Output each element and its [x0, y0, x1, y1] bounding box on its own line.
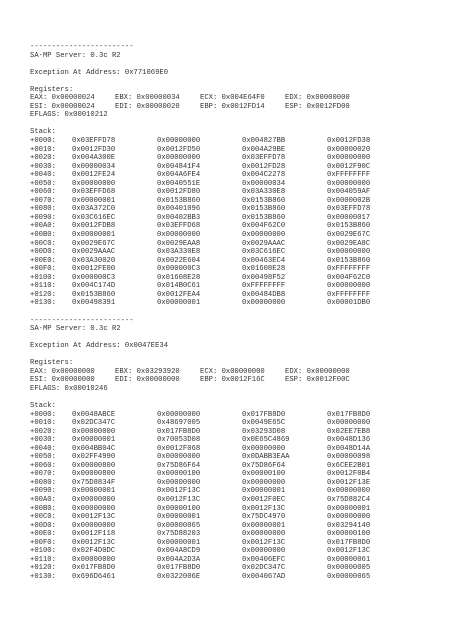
stack-value: 0x0322006E — [157, 572, 201, 581]
stack-value: 0x0012F13C — [72, 538, 116, 547]
stack-value: 0x004BB04C — [72, 444, 116, 453]
stack-value: 0x0153B860 — [327, 256, 371, 265]
blank-line — [30, 393, 440, 402]
stack-offset: +0090: — [30, 213, 56, 222]
stack-value: 0x014B0C61 — [157, 282, 201, 291]
blank-line — [30, 308, 440, 317]
register-value: ESP: 0x0012FD00 — [285, 102, 350, 111]
stack-value: 0x00498391 — [72, 299, 116, 308]
stack-value: 0x0153B860 — [157, 196, 201, 205]
register-value: ESI: 0x00000024 — [30, 102, 95, 111]
stack-value: 0x004A29BE — [242, 145, 286, 154]
stack-value: 0x02FF4990 — [72, 453, 116, 462]
stack-value: 0x00000001 — [72, 231, 116, 240]
stack-value: 0x03EFFD68 — [72, 188, 116, 197]
stack-value: 0x00000000 — [72, 521, 116, 530]
stack-value: 0x03C616EC — [242, 248, 286, 257]
stack-value: 0x0012F0B4 — [327, 470, 371, 479]
stack-offset: +0110: — [30, 282, 56, 291]
stack-value: 0x0012F13C — [157, 495, 201, 504]
stack-value: 0x00000000 — [157, 154, 201, 163]
stack-value: 0x0DABB3EAA — [242, 453, 290, 462]
stack-offset: +0080: — [30, 205, 56, 214]
stack-value: 0x00000001 — [72, 436, 116, 445]
stack-value: 0x0012FD80 — [157, 188, 201, 197]
stack-offset: +0100: — [30, 547, 56, 556]
stack-value: 0x017FB8D0 — [157, 564, 201, 573]
eflags-value: EFLAGS: 0x00010212 — [30, 111, 108, 120]
stack-value: 0x696D6461 — [72, 572, 116, 581]
stack-value: 0x004841F4 — [157, 162, 201, 171]
stack-value: 0x00000000 — [327, 487, 371, 496]
stack-value: 0x0153B860 — [242, 196, 286, 205]
register-row — [30, 94, 440, 103]
separator-line: ------------------------ — [30, 316, 134, 325]
stack-value: 0x0040551E — [157, 179, 201, 188]
stack-value: 0x0012FDB8 — [72, 222, 116, 231]
stack-offset: +00B0: — [30, 231, 56, 240]
stack-value: 0x00001DB0 — [327, 299, 371, 308]
stack-value: 0x00000000 — [157, 231, 201, 240]
stack-value: 0x03C616EC — [72, 213, 116, 222]
stack-value: 0x70053D08 — [157, 436, 201, 445]
stack-value: 0x03A330E8 — [242, 188, 286, 197]
stack-value: 0x00406EFC — [242, 555, 286, 564]
register-row — [30, 368, 440, 377]
stack-value: 0x03A372C0 — [72, 205, 116, 214]
register-value: ECX: 0x00000000 — [200, 367, 265, 376]
stack-value: 0x00000000 — [72, 179, 116, 188]
blank-line — [30, 60, 440, 69]
stack-value: 0x00000065 — [157, 521, 201, 530]
stack-value: 0x6CEE2B01 — [327, 461, 371, 470]
stack-offset: +0020: — [30, 427, 56, 436]
stack-value: 0x004067AD — [242, 572, 286, 581]
stack-value: 0x00000000 — [242, 231, 286, 240]
stack-row — [30, 513, 440, 522]
stack-row — [30, 222, 440, 231]
stack-offset: +0090: — [30, 487, 56, 496]
stack-value: 0x0012FEA4 — [157, 290, 201, 299]
stack-value: 0x03294140 — [327, 521, 371, 530]
register-value: EBX: 0x00000034 — [115, 94, 180, 103]
stack-value: 0x00000017 — [327, 213, 371, 222]
stack-value: 0x02DC347C — [242, 564, 286, 573]
stack-value: 0x03293D08 — [242, 427, 286, 436]
stack-value: 0x0012FE00 — [72, 265, 116, 274]
stack-value: 0x017FB8D0 — [157, 427, 201, 436]
stack-offset: +00B0: — [30, 504, 56, 513]
stack-row — [30, 470, 440, 479]
stack-offset: +0080: — [30, 478, 56, 487]
stack-row — [30, 479, 440, 488]
stack-value: 0xFFFFFFFF — [242, 282, 286, 291]
stack-offset: +0000: — [30, 410, 56, 419]
stack-value: 0x00000000 — [242, 478, 286, 487]
stack-offset: +00F0: — [30, 538, 56, 547]
eflags-value: EFLAGS: 0x00010246 — [30, 384, 108, 393]
stack-value: 0x75D882C4 — [327, 495, 371, 504]
register-value: EBP: 0x0012F16C — [200, 376, 265, 385]
stack-offset: +00A0: — [30, 495, 56, 504]
stack-value: 0x00000000 — [157, 478, 201, 487]
stack-value: 0x00000001 — [327, 504, 371, 513]
stack-offset: +00C0: — [30, 239, 56, 248]
stack-value: 0x0022E604 — [157, 256, 201, 265]
register-row — [30, 103, 440, 112]
stack-row — [30, 411, 440, 420]
stack-offset: +00A0: — [30, 222, 56, 231]
stack-value: 0x00000001 — [72, 487, 116, 496]
stack-row — [30, 248, 440, 257]
stack-value: 0x00000000 — [242, 299, 286, 308]
stack-row — [30, 496, 440, 505]
exception-address: Exception At Address: 0x771069E0 — [30, 68, 169, 77]
stack-value: 0x017FB8D0 — [327, 538, 371, 547]
stack-value: 0x017FB8D0 — [327, 410, 371, 419]
stack-value: 0x00000000 — [327, 419, 371, 428]
stack-row — [30, 487, 440, 496]
stack-value: 0x00000000 — [157, 453, 201, 462]
exception-address: Exception At Address: 0x0047EE34 — [30, 342, 169, 351]
stack-value: 0x0029E67C — [327, 231, 371, 240]
stack-value: 0x03EFFD78 — [242, 154, 286, 163]
stack-value: 0x0049E65C — [242, 419, 286, 428]
stack-value: 0x00000001 — [157, 299, 201, 308]
stack-value: 0x00000800 — [72, 470, 116, 479]
stack-offset: +0050: — [30, 453, 56, 462]
stack-value: 0x004059AF — [327, 188, 371, 197]
register-value: EBX: 0x03293920 — [115, 367, 180, 376]
stack-offset: +0060: — [30, 461, 56, 470]
stack-value: 0x00463EC4 — [242, 256, 286, 265]
stack-value: 0x004C2278 — [242, 171, 286, 180]
stack-value: 0x0012F068 — [157, 444, 201, 453]
stack-value: 0x75D86F64 — [157, 461, 201, 470]
stack-value: 0x00000000 — [242, 547, 286, 556]
stack-dump-table — [30, 411, 440, 582]
stack-value: 0x00484DB8 — [242, 290, 286, 299]
stack-value: 0x017FB8D0 — [72, 564, 116, 573]
stack-value: 0x00000005 — [327, 564, 371, 573]
stack-offset: +00E0: — [30, 256, 56, 265]
stack-value: 0x0012F13C — [242, 538, 286, 547]
stack-value: 0x00000100 — [157, 470, 201, 479]
stack-row — [30, 428, 440, 437]
stack-row — [30, 180, 440, 189]
stack-offset: +00E0: — [30, 530, 56, 539]
registers-heading: Registers: — [30, 359, 74, 368]
stack-value: 0x0048D14A — [327, 444, 371, 453]
stack-row — [30, 188, 440, 197]
stack-value: 0x75DC4970 — [242, 513, 286, 522]
stack-value: 0x00000001 — [157, 513, 201, 522]
stack-value: 0x017FB8D0 — [242, 410, 286, 419]
stack-value: 0x75D86F64 — [242, 461, 286, 470]
stack-heading: Stack: — [30, 401, 56, 410]
stack-value: 0x00000065 — [327, 572, 371, 581]
stack-heading: Stack: — [30, 128, 56, 137]
stack-row — [30, 274, 440, 283]
stack-value: 0x0153B860 — [327, 222, 371, 231]
stack-value: 0x00000100 — [242, 470, 286, 479]
stack-value: 0x004C174D — [72, 282, 116, 291]
stack-row — [30, 137, 440, 146]
stack-value: 0x00000001 — [157, 538, 201, 547]
stack-value: 0x000000C3 — [72, 273, 116, 282]
stack-offset: +0070: — [30, 196, 56, 205]
stack-value: 0x00000000 — [327, 179, 371, 188]
stack-value: 0x00000800 — [72, 461, 116, 470]
stack-value: 0x0012F0EC — [242, 495, 286, 504]
stack-value: 0x00000000 — [72, 555, 116, 564]
stack-row — [30, 547, 440, 556]
stack-value: 0x00000000 — [242, 530, 286, 539]
stack-row — [30, 282, 440, 291]
crash-report-1 — [30, 43, 440, 308]
stack-value: 0x0048ABCE — [72, 410, 116, 419]
stack-offset: +0000: — [30, 137, 56, 146]
stack-value: 0xFFFFFFFF — [327, 290, 371, 299]
server-version: SA-MP Server: 0.3c R2 — [30, 51, 121, 60]
stack-value: 0x02DC347C — [72, 419, 116, 428]
stack-offset: +0010: — [30, 145, 56, 154]
stack-value: 0x00000001 — [72, 196, 116, 205]
stack-value: 0x0012F13C — [157, 487, 201, 496]
crash-log-document — [30, 43, 440, 581]
stack-offset: +0110: — [30, 555, 56, 564]
stack-row — [30, 530, 440, 539]
stack-offset: +0060: — [30, 188, 56, 197]
stack-value: 0x00000000 — [157, 410, 201, 419]
stack-value: 0x0012F13E — [327, 478, 371, 487]
stack-value: 0x00000000 — [242, 444, 286, 453]
stack-value: 0x01608E28 — [157, 273, 201, 282]
register-value: EDX: 0x00000000 — [285, 94, 350, 103]
blank-line — [30, 351, 440, 360]
stack-row — [30, 462, 440, 471]
stack-offset: +00F0: — [30, 265, 56, 274]
stack-offset: +0040: — [30, 171, 56, 180]
stack-row — [30, 257, 440, 266]
stack-offset: +0030: — [30, 436, 56, 445]
stack-offset: +0010: — [30, 419, 56, 428]
blank-line — [30, 77, 440, 86]
stack-row — [30, 171, 440, 180]
stack-value: 0x75D8834F — [72, 478, 116, 487]
register-value: EAX: 0x00000000 — [30, 367, 95, 376]
stack-row — [30, 573, 440, 582]
stack-value: 0x00498F52 — [242, 273, 286, 282]
stack-value: 0x004A300E — [72, 154, 116, 163]
stack-offset: +00D0: — [30, 521, 56, 530]
stack-value: 0x004827BB — [242, 137, 286, 146]
stack-value: 0x00000020 — [327, 145, 371, 154]
stack-value: 0x0012F13C — [242, 504, 286, 513]
register-value: EDX: 0x00000000 — [285, 367, 350, 376]
stack-offset: +0030: — [30, 162, 56, 171]
stack-value: 0x0012F90C — [327, 162, 371, 171]
stack-value: 0x004A8CD9 — [157, 547, 201, 556]
stack-offset: +0100: — [30, 273, 56, 282]
stack-dump-table — [30, 137, 440, 308]
stack-value: 0x00401096 — [157, 205, 201, 214]
blank-line — [30, 120, 440, 129]
stack-value: 0x0012FD38 — [327, 137, 371, 146]
stack-value: 0x01608E28 — [242, 265, 286, 274]
stack-row — [30, 453, 440, 462]
stack-value: 0x03EFFD78 — [327, 205, 371, 214]
stack-offset: +00D0: — [30, 248, 56, 257]
stack-value: 0x00000000 — [72, 427, 116, 436]
stack-value: 0x0012FE24 — [72, 171, 116, 180]
stack-row — [30, 539, 440, 548]
stack-row — [30, 445, 440, 454]
stack-offset: +0070: — [30, 470, 56, 479]
stack-value: 0x00000000 — [327, 154, 371, 163]
register-value: ESP: 0x0012F00C — [285, 376, 350, 385]
stack-value: 0x0029EAA8 — [157, 239, 201, 248]
stack-value: 0x00000034 — [72, 162, 116, 171]
stack-value: 0x00000001 — [242, 521, 286, 530]
stack-offset: +0050: — [30, 179, 56, 188]
register-value: EDI: 0x00000000 — [115, 376, 180, 385]
stack-value: 0x004F62C0 — [242, 222, 286, 231]
stack-value: 0x00000000 — [157, 137, 201, 146]
stack-row — [30, 214, 440, 223]
stack-row — [30, 291, 440, 300]
stack-row — [30, 505, 440, 514]
register-value: ECX: 0x004E64F0 — [200, 94, 265, 103]
stack-value: 0x00000034 — [242, 179, 286, 188]
stack-value: 0x0012F13C — [327, 547, 371, 556]
stack-value: 0x00000100 — [157, 504, 201, 513]
stack-value: 0x00000000 — [327, 248, 371, 257]
stack-offset: +00C0: — [30, 513, 56, 522]
stack-value: 0xFFFFFFFF — [327, 265, 371, 274]
register-value: ESI: 0x00000000 — [30, 376, 95, 385]
stack-value: 0x00000000 — [327, 282, 371, 291]
register-value: EDI: 0x00000020 — [115, 102, 180, 111]
stack-value: 0xFFFFFFFF — [327, 171, 371, 180]
register-value: EAX: 0x00000024 — [30, 94, 95, 103]
stack-offset: +0120: — [30, 290, 56, 299]
stack-value: 0x75D88203 — [157, 530, 201, 539]
stack-offset: +0130: — [30, 299, 56, 308]
stack-value: 0x00000061 — [327, 555, 371, 564]
blank-line — [30, 334, 440, 343]
stack-value: 0x02F4D0DC — [72, 547, 116, 556]
stack-row — [30, 436, 440, 445]
stack-value: 0x0153B860 — [242, 213, 286, 222]
stack-offset: +0120: — [30, 564, 56, 573]
stack-value: 0x00000098 — [327, 453, 371, 462]
separator-line: ------------------------ — [30, 43, 134, 51]
stack-value: 0x00000001 — [242, 487, 286, 496]
stack-row — [30, 522, 440, 531]
stack-value: 0x000000C3 — [157, 265, 201, 274]
stack-value: 0x0048D136 — [327, 436, 371, 445]
stack-value: 0x0012FD50 — [157, 145, 201, 154]
stack-value: 0x0000002B — [327, 196, 371, 205]
stack-value: 0x03A30020 — [72, 256, 116, 265]
stack-value: 0x004A6FE4 — [157, 171, 201, 180]
stack-value: 0x00000000 — [72, 495, 116, 504]
stack-row — [30, 146, 440, 155]
stack-value: 0x00000100 — [327, 530, 371, 539]
stack-value: 0x0153B860 — [242, 205, 286, 214]
stack-value: 0x0012F118 — [72, 530, 116, 539]
stack-value: 0x0029AAAC — [72, 248, 116, 257]
stack-row — [30, 154, 440, 163]
stack-value: 0x0153B860 — [72, 290, 116, 299]
stack-value: 0x004A2D3A — [157, 555, 201, 564]
stack-row — [30, 299, 440, 308]
stack-row — [30, 564, 440, 573]
register-value: EBP: 0x0012FD14 — [200, 102, 265, 111]
stack-row — [30, 556, 440, 565]
stack-value: 0x03EFFD78 — [72, 137, 116, 146]
stack-row — [30, 419, 440, 428]
stack-value: 0x004F62C0 — [327, 273, 371, 282]
register-row — [30, 376, 440, 385]
stack-value: 0x03A330E8 — [157, 248, 201, 257]
stack-row — [30, 197, 440, 206]
stack-row — [30, 265, 440, 274]
stack-offset: +0040: — [30, 444, 56, 453]
stack-value: 0x03EFFD68 — [157, 222, 201, 231]
stack-row — [30, 240, 440, 249]
stack-offset: +0130: — [30, 572, 56, 581]
stack-value: 0x0029EA8C — [327, 239, 371, 248]
registers-heading: Registers: — [30, 85, 74, 94]
server-version: SA-MP Server: 0.3c R2 — [30, 325, 121, 334]
stack-offset: +0020: — [30, 154, 56, 163]
stack-value: 0x0012FD28 — [242, 162, 286, 171]
stack-row — [30, 231, 440, 240]
stack-value: 0x00000000 — [327, 513, 371, 522]
stack-value: 0x00402BB3 — [157, 213, 201, 222]
stack-value: 0x48697005 — [157, 419, 201, 428]
stack-value: 0x0012FD30 — [72, 145, 116, 154]
stack-value: 0x0029E67C — [72, 239, 116, 248]
stack-value: 0x0029AAAC — [242, 239, 286, 248]
stack-row — [30, 163, 440, 172]
stack-value: 0x00000000 — [72, 504, 116, 513]
stack-value: 0x0012F13C — [72, 513, 116, 522]
stack-value: 0x0E65C4869 — [242, 436, 290, 445]
crash-report-2 — [30, 317, 440, 582]
stack-row — [30, 205, 440, 214]
stack-value: 0x02EE7EB8 — [327, 427, 371, 436]
